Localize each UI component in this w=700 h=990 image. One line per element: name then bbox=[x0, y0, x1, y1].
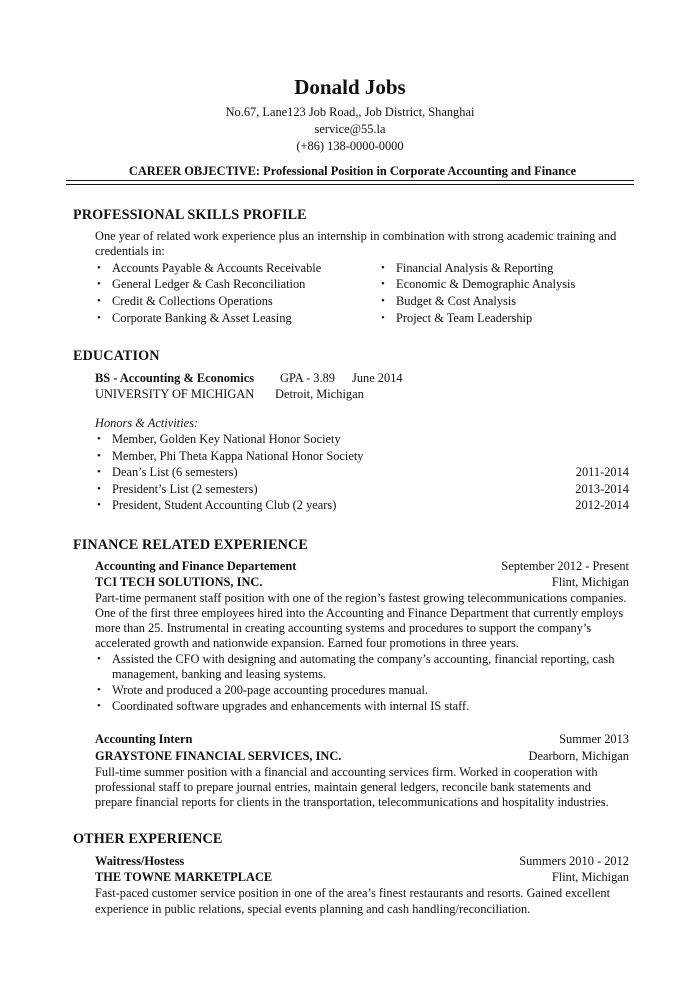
section-title-skills: PROFESSIONAL SKILLS PROFILE bbox=[73, 207, 307, 223]
divider-thin bbox=[66, 184, 634, 185]
job-desc-line: accelerated growth and nationwide expansion. Earned four promotions in three years. bbox=[95, 636, 519, 650]
job-desc-line: Fast-paced customer service position in one of the area’s finest restaurants and resorts. Gained excellent bbox=[95, 886, 611, 900]
job-bullet-cont: management, banking and leasing systems. bbox=[112, 667, 327, 681]
bullet-icon: • bbox=[97, 700, 101, 712]
gpa: GPA - 3.89 bbox=[280, 371, 335, 385]
phone: (+86) 138-0000-0000 bbox=[296, 139, 404, 153]
section-title-finance: FINANCE RELATED EXPERIENCE bbox=[73, 537, 308, 553]
job-dates: Summer 2013 bbox=[559, 732, 629, 746]
job-desc-line: more than 25. Instrumental in creating accounting systems and procedures to support the company’s bbox=[95, 621, 592, 635]
degree: BS - Accounting & Economics bbox=[95, 371, 255, 385]
bullet-icon: • bbox=[97, 278, 101, 290]
job-desc-line: Full-time summer position with a financial and accounting services firm. Worked in cooperation with bbox=[95, 765, 598, 779]
bullet-icon: • bbox=[381, 312, 385, 324]
company-name: THE TOWNE MARKETPLACE bbox=[95, 870, 273, 884]
bullet-icon: • bbox=[97, 433, 101, 445]
job-role: Accounting and Finance Departement bbox=[95, 559, 297, 573]
job-desc-line: One of the first three employees hired into the Accounting and Finance Department that currently employs bbox=[95, 606, 624, 620]
candidate-name: Donald Jobs bbox=[294, 75, 406, 99]
skills-intro-line: credentials in: bbox=[95, 244, 165, 258]
address: No.67, Lane123 Job Road,, Job District, Shanghai bbox=[225, 105, 475, 119]
job-dates: Summers 2010 - 2012 bbox=[519, 854, 629, 868]
bullet-icon: • bbox=[381, 295, 385, 307]
bullet-icon: • bbox=[97, 450, 101, 462]
company-name: GRAYSTONE FINANCIAL SERVICES, INC. bbox=[95, 749, 342, 763]
job-desc-line: experience in public relations, special events planning and cash handling/reconciliation. bbox=[95, 902, 531, 916]
bullet-icon: • bbox=[97, 312, 101, 324]
career-objective: CAREER OBJECTIVE: Professional Position in Corporate Accounting and Finance bbox=[128, 164, 577, 178]
job-dates: September 2012 - Present bbox=[501, 559, 629, 573]
section-title-education: EDUCATION bbox=[73, 348, 160, 364]
company-name: TCI TECH SOLUTIONS, INC. bbox=[95, 575, 263, 589]
bullet-icon: • bbox=[97, 466, 101, 478]
honor-years: 2011-2014 bbox=[575, 465, 629, 479]
bullet-icon: • bbox=[97, 499, 101, 511]
job-role: Waitress/Hostess bbox=[95, 854, 185, 868]
company-location: Flint, Michigan bbox=[551, 870, 629, 884]
bullet-icon: • bbox=[97, 295, 101, 307]
skills-intro-line: One year of related work experience plus an internship in combination with strong academic training and bbox=[95, 229, 617, 243]
honor-years: 2013-2014 bbox=[575, 482, 629, 496]
company-location: Flint, Michigan bbox=[551, 575, 629, 589]
honors-label: Honors & Activities: bbox=[95, 416, 199, 430]
bullet-icon: • bbox=[97, 262, 101, 274]
resume-page: Donald Jobs No.67, Lane123 Job Road,, Job District, Shanghai service@55.la (+86) 138-0000-0000 CAREER OBJECTIVE: Professional Position in Corporate Accounting and Finance PROFESSIONAL SKILLS PROFILE One year of related work experience plus an internship in combination with strong academic training and credentials in: • Accounts Payable & Accounts Receivable • General Ledger & Cash Reconciliation • Credit & Collections Operations • Corporate Banking & Asset Leasing • Financial Analysis & Reporting • Economic & Demographic Analysis • Budget & Cost Analysis • Project & Team Leadership EDUCATION BS - Accounting & Economics GPA - 3.89 June 2014 UNIVERSITY OF MICHIGAN Detroit, Michigan Honors & Activities: • Member, Golden Key National Honor Society • Member, Phi Theta Kappa National Honor Society • Dean’s List (6 semesters) 2011-2014 • President’s List (2 semesters) 2013-2014 • President, Student Accounting Club (2 years) 2012-2014 FINANCE RELATED EXPERIENCE Accounting and Finance Departement September 2012 - Present TCI TECH SOLUTIONS, INC. Flint, Michigan Part-time permanent staff position with one of the region’s fastest growing telecommunications companies. One of the first three employees hired into the Accounting and Finance Department that currently employs more than 25. Instrumental in creating accounting systems and procedures to support the company’s accelerated growth and nationwide expansion. Earned four promotions in three years. • Assisted the CFO with designing and automating the company’s accounting, financial reporting, cash management, banking and leasing systems. • Wrote and produced a 200-page accounting procedures manual. • Coordinated software upgrades and enhancements with internal IS staff. Accounting Intern Summer 2013 GRAYSTONE FINANCIAL SERVICES, INC. Dearborn, Michigan Full-time summer position with a financial and accounting services firm. Worked in cooperation with professional staff to prepare journal entries, maintain general ledgers, reconcile bank statements and prepare financial reports for clients in the transportation, telecommunications and hospitality industries. OTHER EXPERIENCE Waitress/Hostess Summers 2010 - 2012 THE TOWNE MARKETPLACE Flint, Michigan Fast-paced customer service position in one of the area’s finest restaurants and resorts. Gained excellent experience in public relations, special events planning and cash handling/reconciliation. bbox=[0, 0, 700, 990]
bullet-icon: • bbox=[381, 262, 385, 274]
school-name: UNIVERSITY OF MICHIGAN bbox=[95, 387, 255, 401]
section-title-other: OTHER EXPERIENCE bbox=[73, 831, 223, 847]
company-location: Dearborn, Michigan bbox=[528, 749, 629, 763]
divider-thick bbox=[66, 180, 634, 181]
bullet-icon: • bbox=[97, 684, 101, 696]
bullet-icon: • bbox=[381, 278, 385, 290]
job-role: Accounting Intern bbox=[95, 732, 193, 746]
honor-years: 2012-2014 bbox=[575, 498, 629, 512]
bullet-icon: • bbox=[97, 653, 101, 665]
email: service@55.la bbox=[314, 122, 386, 136]
school-location: Detroit, Michigan bbox=[275, 387, 364, 401]
job-desc-line: professional staff to prepare journal entries, maintain general ledgers, reconcile bank statements and bbox=[95, 780, 591, 794]
bullet-icon: • bbox=[97, 483, 101, 495]
graduation-date: June 2014 bbox=[352, 371, 403, 385]
job-desc-line: prepare financial reports for clients in the transportation, telecommunications and hospitality industries. bbox=[95, 795, 609, 809]
job-desc-line: Part-time permanent staff position with one of the region’s fastest growing telecommunications companies. bbox=[95, 591, 627, 605]
